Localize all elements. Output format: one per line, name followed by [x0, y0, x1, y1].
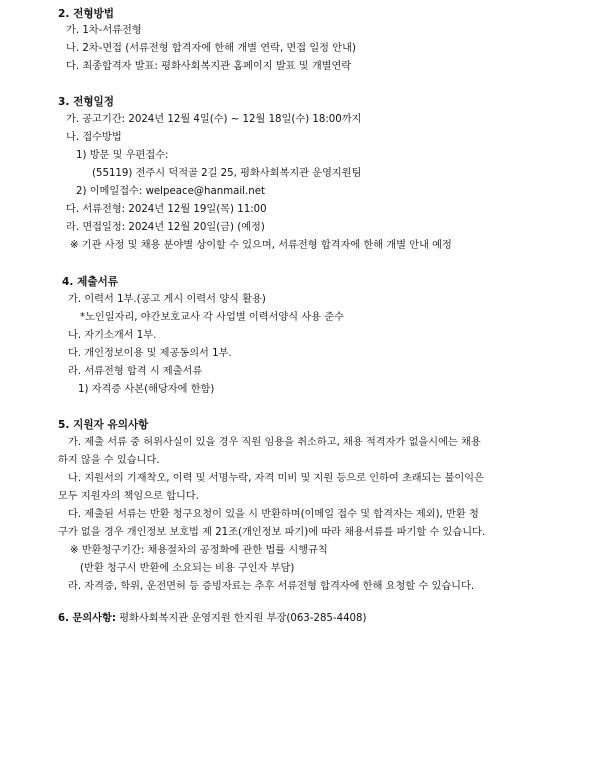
section-6-line	[58, 612, 367, 626]
section-4-note: *노인일자리, 야간보호교사 각 사업별 이력서양식 사용 준수	[80, 312, 344, 323]
section-5-heading: 5. 지원자 유의사항	[58, 419, 149, 431]
section-3-item: (55119) 전주시 덕적골 2길 25, 평화사회복지관 운영지원팀	[92, 168, 362, 179]
section-5-item: 하지 않을 수 있습니다.	[58, 455, 160, 466]
contact-info: 평화사회복지관 운영지원 한지원 부장(063-285-4408)	[119, 613, 367, 624]
section-3-item: 2) 이메일접수: welpeace@hanmail.net	[76, 186, 265, 197]
section-4-item: 다. 개인정보이용 및 제공동의서 1부.	[68, 348, 232, 359]
section-3-item: 라. 면접일정: 2024년 12월 20일(금) (예정)	[66, 222, 265, 233]
section-3-item: 1) 방문 및 우편접수:	[76, 150, 169, 161]
section-3-note: ※ 기관 사정 및 채용 분야별 상이할 수 있으며, 서류전형 합격자에 한해 개별 안내 예정	[70, 240, 452, 251]
section-3-item: 나. 접수방법	[66, 132, 122, 143]
section-4-item: 나. 자기소개서 1부.	[68, 330, 157, 341]
section-6-heading: 6. 문의사항:	[58, 613, 116, 624]
section-3-heading: 3. 전형일정	[58, 96, 115, 108]
section-3-item: 가. 공고기간: 2024년 12월 4일(수) ~ 12월 18일(수) 18:00까지	[66, 114, 362, 125]
section-2-item: 가. 1차-서류전형	[66, 25, 142, 36]
section-4-heading: 4. 제출서류	[62, 276, 119, 288]
section-5-note: ※ 반환청구기간: 채용절차의 공정화에 관한 법률 시행규칙	[70, 545, 328, 556]
section-5-item: 라. 자격증, 학위, 운전면허 등 증빙자료는 추후 서류전형 합격자에 한해 요청할 수 있습니다.	[68, 581, 475, 592]
section-5-item: 다. 제출된 서류는 반환 청구요청이 있을 시 반환하며(이메일 접수 및 합격자는 제외), 반환 청	[68, 509, 479, 520]
section-2-item: 다. 최종합격자 발표: 평화사회복지관 홈페이지 발표 및 개별연락	[66, 61, 352, 72]
section-5-item: 나. 지원서의 기재착오, 이력 및 서명누락, 자격 미비 및 지원 등으로 인하여 초래되는 불이익은	[68, 473, 484, 484]
section-2-heading: 2. 전형방법	[58, 8, 115, 20]
section-3-item: 다. 서류전형: 2024년 12월 19일(목) 11:00	[66, 204, 267, 215]
section-5-item: 모두 지원자의 책임으로 합니다.	[58, 491, 199, 502]
section-4-item: 가. 이력서 1부.(공고 게시 이력서 양식 활용)	[68, 294, 266, 305]
section-5-note: (반환 청구시 반환에 소요되는 비용 구인자 부담)	[80, 563, 295, 574]
section-4-item: 라. 서류전형 합격 시 제출서류	[68, 366, 203, 377]
section-4-item: 1) 자격증 사본(해당자에 한함)	[78, 384, 215, 395]
section-2-item: 나. 2차-면접 (서류전형 합격자에 한해 개별 연락, 면접 일정 안내)	[66, 43, 356, 54]
section-5-item: 가. 제출 서류 중 허위사실이 있을 경우 직원 임용을 취소하고, 채용 적격자가 없을시에는 채용	[68, 437, 481, 448]
section-5-item: 구가 없을 경우 개인정보 보호법 제 21조(개인정보 파기)에 따라 채용서류를 파기할 수 있습니다.	[58, 527, 486, 538]
